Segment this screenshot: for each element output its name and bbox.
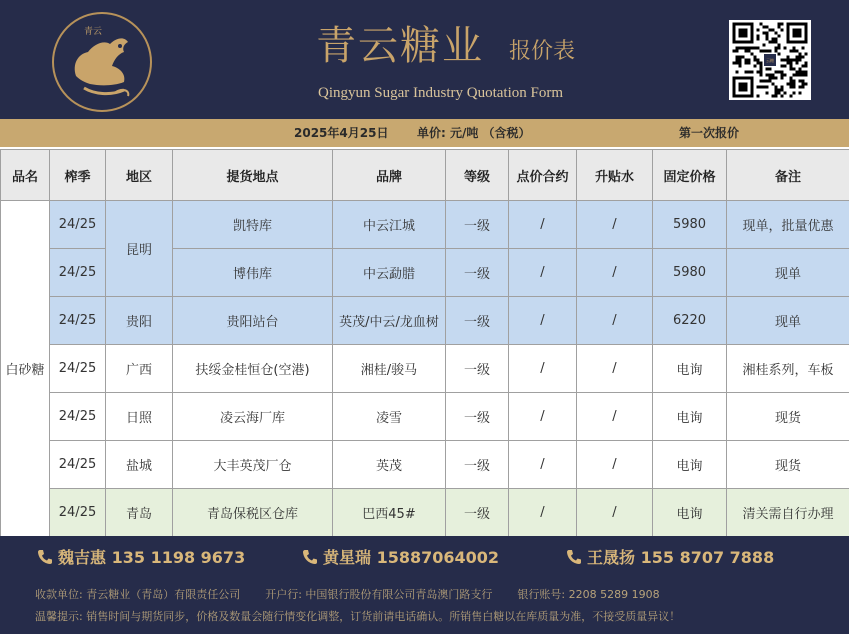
brand-cell: 中云江城 [333, 201, 446, 249]
payment-info [35, 588, 660, 602]
header-grade: 等级 [446, 150, 509, 201]
price-cell: 电询 [653, 441, 727, 489]
note-cell: 现货 [727, 393, 849, 441]
premium-cell: / [577, 345, 653, 393]
price-cell: 6220 [653, 297, 727, 345]
phone-icon [36, 548, 54, 566]
english-title: Qingyun Sugar Industry Quotation Form [318, 85, 563, 101]
region-cell: 贵阳 [106, 297, 173, 345]
header-region: 地区 [106, 150, 173, 201]
header-contract: 点价合约 [509, 150, 577, 201]
svg-text:青云: 青云 [84, 27, 103, 37]
grade-cell: 一级 [446, 249, 509, 297]
qr-code-icon[interactable] [729, 20, 811, 100]
table-row [1, 393, 849, 441]
note-cell: 现单 [727, 297, 849, 345]
brand-cell: 凌雪 [333, 393, 446, 441]
brand-cell: 英茂 [333, 441, 446, 489]
header-note: 备注 [727, 150, 849, 201]
region-cell: 昆明 [106, 201, 173, 297]
contact-2[interactable] [301, 548, 499, 568]
season-cell: 24/25 [50, 297, 106, 345]
contact-phone: 135 1198 9673 [111, 548, 246, 567]
contract-cell: / [509, 345, 577, 393]
contract-cell: / [509, 489, 577, 537]
location-cell: 大丰英茂厂仓 [173, 441, 333, 489]
table-row [1, 441, 849, 489]
rooster-logo-icon [52, 12, 152, 112]
table-row [1, 297, 849, 345]
quote-date: 2025年4月25日 [294, 126, 389, 140]
table-row [1, 201, 849, 249]
location-cell: 扶绥金桂恒仓(空港) [173, 345, 333, 393]
header-location: 提货地点 [173, 150, 333, 201]
company-title: 青云糖业 [316, 23, 484, 69]
price-cell: 电询 [653, 345, 727, 393]
table-row [1, 345, 849, 393]
region-cell: 青岛 [106, 489, 173, 537]
note-cell: 清关需自行办理 [727, 489, 849, 537]
premium-cell: / [577, 201, 653, 249]
location-cell: 青岛保税区仓库 [173, 489, 333, 537]
grade-cell: 一级 [446, 297, 509, 345]
premium-cell: / [577, 489, 653, 537]
brand-cell: 英茂/中云/龙血树 [333, 297, 446, 345]
grade-cell: 一级 [446, 345, 509, 393]
contact-3[interactable] [565, 548, 774, 568]
brand-cell: 中云勐腊 [333, 249, 446, 297]
contract-cell: / [509, 393, 577, 441]
brand-cell: 巴西45# [333, 489, 446, 537]
header-premium: 升贴水 [577, 150, 653, 201]
table-row [1, 489, 849, 537]
header-brand: 品牌 [333, 150, 446, 201]
contact-1[interactable] [36, 548, 245, 568]
season-cell: 24/25 [50, 393, 106, 441]
header-season: 榨季 [50, 150, 106, 201]
notice: 温馨提示: 销售时间与期货同步，价格及数量会随行情变化调整，订货前请电话确认。所销售白糖以在库质量为准，不接受质量异议！ [35, 610, 681, 623]
account-number: 银行账号: 2208 5289 1908 [517, 588, 660, 601]
product-cell: 白砂糖 [1, 201, 50, 537]
phone-icon [301, 548, 319, 566]
payee: 收款单位: 青云糖业（青岛）有限责任公司 [35, 588, 241, 601]
contract-cell: / [509, 249, 577, 297]
premium-cell: / [577, 297, 653, 345]
season-cell: 24/25 [50, 489, 106, 537]
note-cell: 现单，批量优惠 [727, 201, 849, 249]
note-cell: 现单 [727, 249, 849, 297]
header-product: 品名 [1, 150, 50, 201]
form-title: 报价表 [509, 39, 576, 64]
contact-phone: 155 8707 7888 [640, 548, 775, 567]
location-cell: 贵阳站台 [173, 297, 333, 345]
phone-icon [565, 548, 583, 566]
season-cell: 24/25 [50, 249, 106, 297]
header-banner [0, 0, 849, 119]
quote-round: 第一次报价 [679, 126, 740, 140]
premium-cell: / [577, 393, 653, 441]
price-cell: 电询 [653, 489, 727, 537]
season-cell: 24/25 [50, 441, 106, 489]
premium-cell: / [577, 441, 653, 489]
bank: 开户行: 中国银行股份有限公司青岛澳门路支行 [265, 588, 493, 601]
contract-cell: / [509, 201, 577, 249]
region-cell: 盐城 [106, 441, 173, 489]
contact-name: 王晟扬 [587, 548, 636, 567]
note-cell: 现货 [727, 441, 849, 489]
price-cell: 5980 [653, 201, 727, 249]
grade-cell: 一级 [446, 441, 509, 489]
contact-phone: 15887064002 [376, 548, 500, 567]
region-cell: 日照 [106, 393, 173, 441]
header-price: 固定价格 [653, 150, 727, 201]
contract-cell: / [509, 441, 577, 489]
season-cell: 24/25 [50, 201, 106, 249]
location-cell: 博伟库 [173, 249, 333, 297]
price-unit: 单价: 元/吨 （含税） [417, 126, 531, 140]
grade-cell: 一级 [446, 201, 509, 249]
brand-cell: 湘桂/骏马 [333, 345, 446, 393]
contact-name: 黄星瑞 [323, 548, 372, 567]
qr-center-badge: 云糖 [766, 58, 774, 64]
grade-cell: 一级 [446, 393, 509, 441]
price-cell: 5980 [653, 249, 727, 297]
note-cell: 湘桂系列，车板 [727, 345, 849, 393]
contract-cell: / [509, 297, 577, 345]
premium-cell: / [577, 249, 653, 297]
grade-cell: 一级 [446, 489, 509, 537]
region-cell: 广西 [106, 345, 173, 393]
location-cell: 凌云海厂库 [173, 393, 333, 441]
price-cell: 电询 [653, 393, 727, 441]
contact-name: 魏吉惠 [58, 548, 107, 567]
season-cell: 24/25 [50, 345, 106, 393]
info-bar [0, 119, 849, 147]
location-cell: 凯特库 [173, 201, 333, 249]
table-header-row [1, 150, 849, 201]
quotation-table [0, 149, 849, 537]
footer-banner [0, 536, 849, 634]
